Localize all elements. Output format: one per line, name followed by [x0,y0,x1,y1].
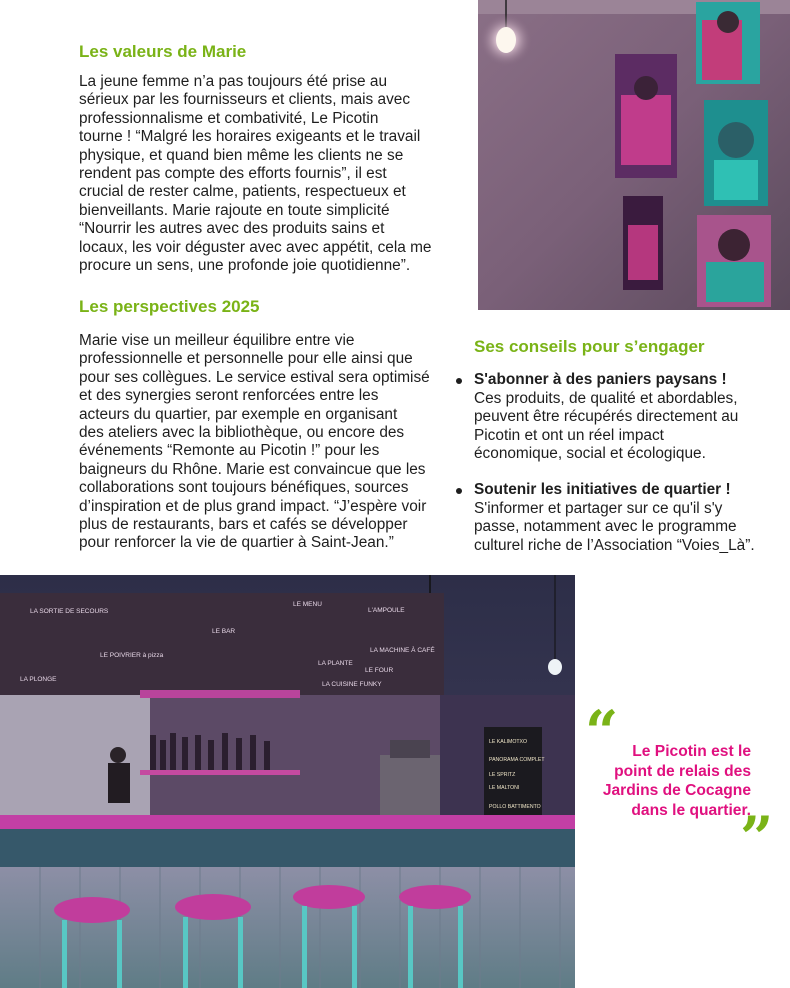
list-item [456,371,776,464]
painting [696,2,760,84]
chalk-label: LE FOUR [365,667,394,674]
section-title-conseils: Ses conseils pour s’engager [474,337,705,356]
quote-line: point de relais des [614,762,751,780]
menu-item: LE MALTONI [489,785,520,791]
text-line: sérieux par les fournisseurs et clients, mais avec [79,91,411,109]
chalk-label: LA MACHINE À CAFÉ [370,647,435,654]
text-line: Ces produits, de qualité et abordables, [474,389,738,407]
valeurs-paragraph [79,73,439,275]
text-line: physique, et quand bien même les clients ne se [79,146,404,164]
text-line: des ateliers avec la bibliothèque, ou encore des [79,424,405,442]
text-line: collaborations sont toujours bénéfiques, sources [79,479,409,497]
text-line: économique, social et écologique. [474,445,706,463]
text-line: bienveillants. Marie rajoute en toute simplicité [79,201,390,219]
text-line: et des synergies seront renforcées entre les [79,387,379,405]
text-line: S'informer et partager sur ce qu'il s'y [474,499,723,517]
text-line: locaux, les voir déguster avec avec appétit, cela me [79,238,432,256]
painting [697,215,771,307]
painting [615,54,677,178]
text-line: La jeune femme n’a pas toujours été prise au [79,73,388,90]
text-line: tourne ! “Malgré les horaires exigeants et le travail [79,128,421,146]
text-line: peuvent être récupérés directement au [474,408,739,426]
text-line: passe, notamment avec le programme [474,518,737,536]
painting [704,100,768,206]
text-line: Marie vise un meilleur équilibre entre vie [79,332,355,349]
chalk-label: L'AMPOULE [368,607,405,614]
text-line: Picotin et ont un réel impact [474,426,664,444]
quote-line: Jardins de Cocagne [602,782,751,800]
chalk-label: LA CUISINE FUNKY [322,681,382,688]
text-line: professionnelle et personnelle pour elle ainsi que [79,350,413,368]
chalk-label: LE POIVRIER à pizza [100,652,164,659]
item-heading: Soutenir les initiatives de quartier ! [474,480,731,498]
painting [623,196,663,290]
chalk-label: LE MENU [293,601,322,608]
menu-item: LE SPRITZ [489,772,516,778]
bullet-icon [456,378,462,384]
text-line: pour renforcer la vie de quartier à Saint-Jean.” [79,534,394,552]
bullet-icon [456,488,462,494]
menu-item: LE KALIMOTXO [489,739,528,745]
wall-art-photo [478,0,790,310]
section-title-perspectives: Les perspectives 2025 [79,297,260,316]
pull-quote [580,742,751,820]
text-line: procure un sens, une profonde joie quotidienne”. [79,257,411,275]
quote-line: Le Picotin est le [632,743,751,760]
chalk-label: LE BAR [212,628,236,635]
text-line: baigneurs du Rhône. Marie est convaincue que les [79,460,426,478]
menu-item: POLLO BATTIMENTO [489,804,541,810]
menu-item: PANORAMA COMPLET [489,757,545,763]
chalk-label: LA SORTIE DE SECOURS [30,608,109,615]
chalk-label: LA PLANTE [318,660,353,667]
text-line: crucial de rester calme, patients, respectueux et [79,183,406,201]
text-line: rendent pas compte des efforts fournis”, il est [79,165,387,183]
text-line: d’inspiration et de plus grand impact. “J’espère voir [79,497,427,515]
list-item [456,481,776,555]
quote-line: dans le quartier. [631,801,751,819]
text-line: culturel riche de l’Association “Voies_Là”. [474,536,755,554]
bar-photo [0,575,575,988]
text-line: plus de restaurants, bars et cafés se développer [79,516,408,534]
text-line: événements “Remonte au Picotin !” pour les [79,442,380,460]
text-line: pour ses collègues. Le service estival sera optimisé [79,368,430,386]
open-quote-icon: “ [585,698,619,766]
text-line: “Nourrir les autres avec des produits sains et [79,220,385,238]
item-heading: S'abonner à des paniers paysans ! [474,371,727,388]
conseils-list [456,371,776,555]
close-quote-icon: ” [740,804,774,872]
text-line: professionnalisme et combativité, Le Picotin [79,109,379,127]
perspectives-paragraph [79,332,441,553]
section-title-valeurs: Les valeurs de Marie [79,42,247,61]
chalk-label: LA PLONGE [20,676,57,683]
text-line: acteurs du quartier, par exemple en organisant [79,405,398,423]
